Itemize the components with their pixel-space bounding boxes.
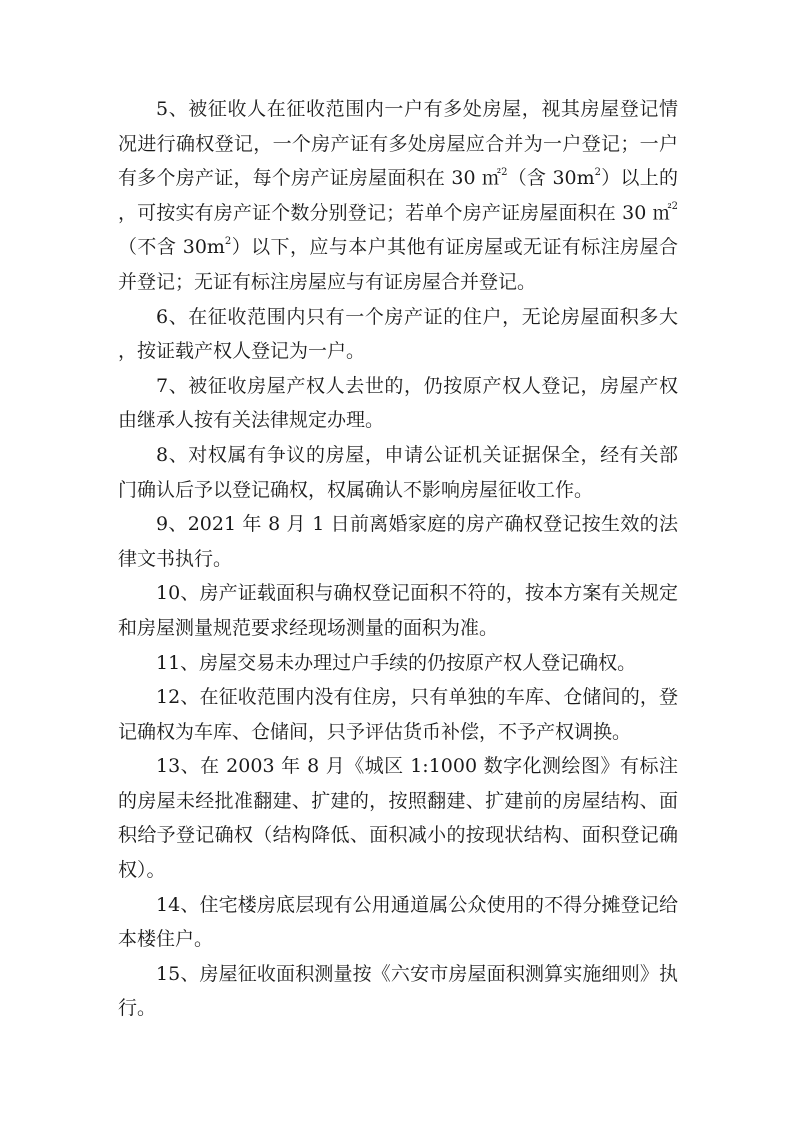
paragraph-5-text-1: 5、被征收人在征收范围内一户有多处房屋，视其房屋登记情况进行确权登记，一个房产证有多处房屋应合并为一户登记；一户有多个房产证，每个房产证房屋面积在 30 ㎡	[118, 98, 678, 190]
superscript-2: 2	[224, 236, 232, 248]
superscript-2: 2	[594, 166, 602, 178]
paragraph-7: 7、被征收房屋产权人去世的，仍按原产权人登记，房屋产权由继承人按有关法律规定办理。	[118, 374, 678, 432]
paragraph-12: 12、在征收范围内没有住房，只有单独的车库、仓储间的，登记确权为车库、仓储间，只予评估货币补偿，不予产权调换。	[118, 686, 678, 743]
paragraph-11: 11、房屋交易未办理过户手续的仍按原产权人登记确权。	[156, 651, 637, 674]
paragraph-8: 8、对权属有争议的房屋，申请公证机关证据保全，经有关部门确认后予以登记确权，权属确认不影响房屋征收工作。	[118, 443, 678, 501]
paragraph-10: 10、房产证载面积与确权登记面积不符的，按本方案有关规定和房屋测量规范要求经现场测量的面积为准。	[118, 582, 678, 639]
superscript-2: 2	[671, 201, 678, 213]
paragraph-13: 13、在 2003 年 8 月《城区 1:1000 数字化测绘图》有标注的房屋未经批准翻建、扩建的，按照翻建、扩建前的房屋结构、面积给予登记确权（结构降低、面积减小的按现状结构、面积登记确权）。	[118, 755, 678, 882]
paragraph-5	[118, 92, 678, 300]
document-page	[118, 92, 678, 1026]
paragraph-5-text-5: ）以下，应与本户其他有证房屋或无证有标注房屋合并登记；无证有标注房屋应与有证房屋合并登记。	[118, 236, 678, 293]
paragraph-6: 6、在征收范围内只有一个房产证的住户，无论房屋面积多大，按证载产权人登记为一户。	[118, 305, 678, 363]
paragraph-5-text-3: ）以上的，可按实有房产证个数分别登记；若单个房产证房屋面积在 30 ㎡	[118, 167, 678, 224]
superscript-2: 2	[501, 166, 508, 178]
paragraph-5-text-4: （不含 30m	[118, 236, 225, 259]
paragraph-14: 14、住宅楼房底层现有公用通道属公众使用的不得分摊登记给本楼住户。	[118, 893, 678, 951]
paragraph-15: 15、房屋征收面积测量按《六安市房屋面积测算实施细则》执行。	[118, 962, 678, 1020]
paragraph-9: 9、2021 年 8 月 1 日前离婚家庭的房产确权登记按生效的法律文书执行。	[118, 513, 678, 570]
paragraph-5-text-2: （含 30m	[507, 167, 595, 190]
